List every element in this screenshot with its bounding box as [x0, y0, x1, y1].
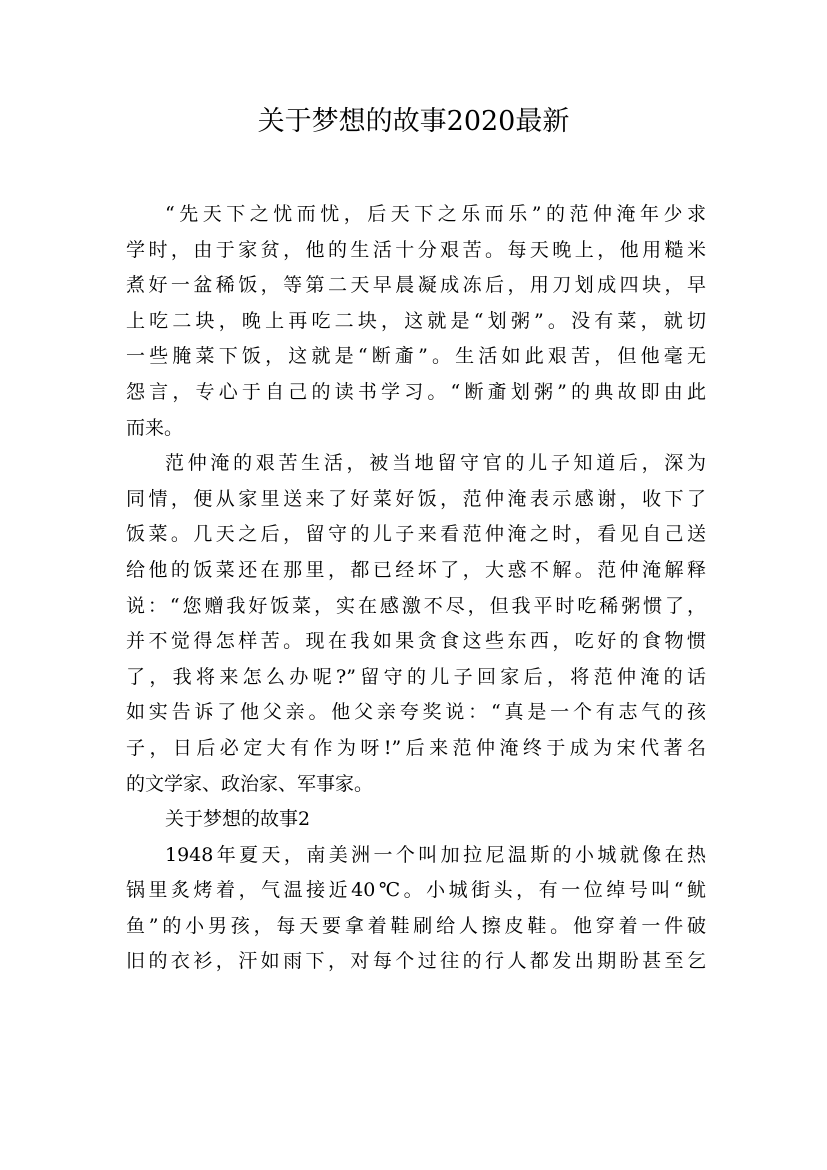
document-body — [126, 197, 706, 980]
text-line: 同情，便从家里送来了好菜好饭，范仲淹表示感谢，收下了 — [126, 487, 706, 510]
text-line: 的文学家、政治家、军事家。 — [126, 772, 374, 795]
text-line: 煮好一盆稀饭，等第二天早晨凝成冻后，用刀划成四块，早 — [126, 274, 706, 297]
text-line: 1948年夏天，南美洲一个叫加拉尼温斯的小城就像在热 — [165, 843, 706, 866]
text-line: 范仲淹的艰苦生活，被当地留守官的儿子知道后，深为 — [165, 452, 706, 475]
text-line: 如实告诉了他父亲。他父亲夸奖说：“真是一个有志气的孩 — [126, 701, 706, 724]
text-line: 了，我将来怎么办呢?”留守的儿子回家后，将范仲淹的话 — [126, 665, 706, 688]
text-line: 学时，由于家贫，他的生活十分艰苦。每天晚上，他用糙米 — [126, 238, 706, 261]
text-line: 说：“您赠我好饭菜，实在感激不尽，但我平时吃稀粥惯了， — [126, 594, 706, 617]
section-heading: 关于梦想的故事2 — [165, 808, 311, 831]
text-line: “先天下之忧而忧，后天下之乐而乐”的范仲淹年少求 — [165, 203, 706, 225]
text-line: 鱼”的小男孩，每天要拿着鞋刷给人擦皮鞋。他穿着一件破 — [126, 914, 706, 937]
document-title: 关于梦想的故事2020最新 — [257, 106, 570, 137]
text-line: 子，日后必定大有作为呀!”后来范仲淹终于成为宋代著名 — [126, 736, 706, 759]
text-line: 怨言，专心于自己的读书学习。“断齑划粥”的典故即由此 — [126, 380, 706, 403]
text-line: 并不觉得怎样苦。现在我如果贪食这些东西，吃好的食物惯 — [126, 630, 706, 653]
text-line: 旧的衣衫，汗如雨下，对每个过往的行人都发出期盼甚至乞 — [126, 950, 706, 973]
text-line: 而来。 — [126, 416, 184, 439]
text-line: 给他的饭菜还在那里，都已经坏了，大惑不解。范仲淹解释 — [126, 558, 706, 581]
text-line: 饭菜。几天之后，留守的儿子来看范仲淹之时，看见自己送 — [126, 523, 706, 546]
text-line: 一些腌菜下饭，这就是“断齑”。生活如此艰苦，但他毫无 — [126, 345, 706, 368]
text-line: 锅里炙烤着，气温接近40℃。小城街头，有一位绰号叫“鱿 — [126, 879, 706, 902]
text-line: 上吃二块，晚上再吃二块，这就是“划粥”。没有菜，就切 — [126, 309, 706, 332]
